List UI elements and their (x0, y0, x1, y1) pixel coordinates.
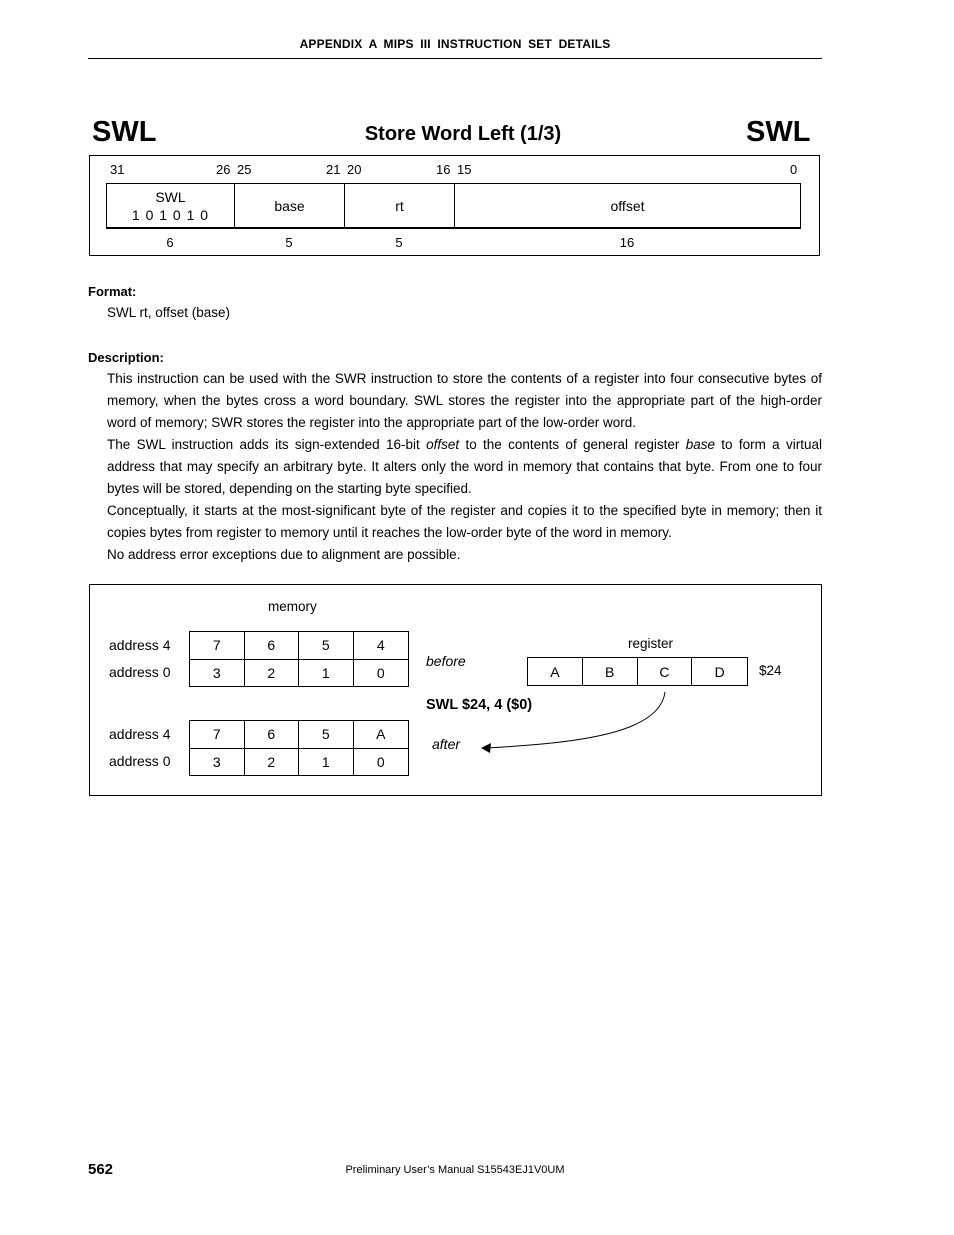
field-width: 5 (285, 235, 293, 250)
memory-byte: 1 (299, 749, 354, 777)
bit-number: 26 (216, 162, 231, 177)
field-offset (455, 184, 800, 227)
memory-before-grid (189, 631, 409, 687)
instruction-example: SWL $24, 4 ($0) (426, 697, 533, 713)
page-number: 562 (88, 1161, 114, 1178)
bit-number: 0 (790, 162, 798, 177)
field-name: SWL (155, 188, 186, 205)
description-body (107, 368, 822, 566)
bit-number: 20 (347, 162, 362, 177)
field-opcode-bits: 1 0 1 0 1 0 (131, 206, 210, 223)
description-heading: Description: (88, 350, 164, 365)
address-label: address 4 (109, 637, 171, 653)
offset-term: offset (426, 437, 460, 452)
address-label: address 0 (109, 664, 171, 680)
memory-byte: 7 (190, 632, 245, 660)
description-paragraph: Conceptually, it starts at the most-significant byte of the register and copies it to the specified byte in memory; then it copies bytes from register to memory until it reaches the low-order byte of the word in memory. (107, 503, 822, 540)
memory-byte: 7 (190, 721, 245, 749)
bit-number: 15 (457, 162, 472, 177)
memory-byte: 2 (245, 660, 300, 688)
register-byte: D (714, 663, 725, 680)
memory-label: memory (268, 599, 317, 614)
after-label: after (432, 736, 461, 752)
text-run: The SWL instruction adds its sign-extended 16-bit (107, 437, 427, 452)
memory-byte: 1 (299, 660, 354, 688)
memory-byte: 6 (245, 632, 300, 660)
memory-byte: 0 (376, 665, 385, 682)
text-run: to form a virtual address that may specify an arbitrary byte. It alters only the word in memory that contains that byte. From one to four bytes will be stored, depending on the starting byte specified. (107, 437, 822, 496)
field-base (235, 184, 345, 227)
description-paragraph: No address error exceptions due to alignment are possible. (107, 547, 461, 562)
field-width: 16 (619, 235, 635, 250)
register-byte: C (638, 658, 693, 685)
memory-after-grid (189, 720, 409, 776)
address-label: address 4 (109, 726, 171, 742)
running-header: APPENDIX A MIPS III INSTRUCTION SET DETAILS (299, 37, 611, 51)
mnemonic-right: SWL (746, 116, 811, 148)
before-label: before (426, 653, 466, 669)
mnemonic-left: SWL (92, 116, 157, 148)
instruction-fields (106, 183, 801, 229)
description-paragraph (107, 434, 822, 500)
field-name: offset (610, 197, 645, 214)
header-rule (88, 58, 822, 59)
bit-number: 21 (326, 162, 341, 177)
register-byte: B (583, 658, 638, 685)
register-grid (527, 657, 748, 686)
memory-byte: 4 (354, 632, 409, 660)
text-run: to the contents of general register (459, 437, 686, 452)
format-heading: Format: (88, 284, 137, 299)
field-opcode (107, 184, 235, 227)
format-syntax: SWL rt, offset (base) (107, 305, 231, 320)
copy-arrow (470, 688, 680, 758)
memory-byte: 5 (299, 632, 354, 660)
bit-number: 25 (237, 162, 252, 177)
field-width: 5 (395, 235, 403, 250)
memory-byte: 3 (190, 660, 245, 688)
field-rt (345, 184, 455, 227)
address-label: address 0 (109, 753, 171, 769)
description-paragraph: This instruction can be used with the SWR instruction to store the contents of a register into four consecutive bytes of memory, when the bytes cross a word boundary. SWL stores the register into the appropriate part of the high-order word of memory; SWR stores the register into the appropriate part of the low-order word. (107, 371, 822, 430)
memory-byte: 0 (376, 754, 385, 771)
field-width: 6 (166, 235, 174, 250)
memory-byte: 2 (245, 749, 300, 777)
memory-byte: 5 (299, 721, 354, 749)
field-name: base (274, 197, 305, 214)
register-name: $24 (759, 663, 782, 678)
memory-byte: 3 (190, 749, 245, 777)
field-name: rt (395, 197, 404, 214)
base-term: base (685, 437, 715, 452)
register-byte: A (528, 658, 583, 685)
page-title: Store Word Left (1/3) (364, 123, 562, 145)
manual-footer: Preliminary User’s Manual S15543EJ1V0UM (345, 1164, 565, 1176)
memory-byte: 6 (245, 721, 300, 749)
bit-number: 16 (436, 162, 451, 177)
register-label: register (628, 636, 674, 651)
memory-byte: A (354, 721, 409, 749)
bit-number: 31 (110, 162, 125, 177)
